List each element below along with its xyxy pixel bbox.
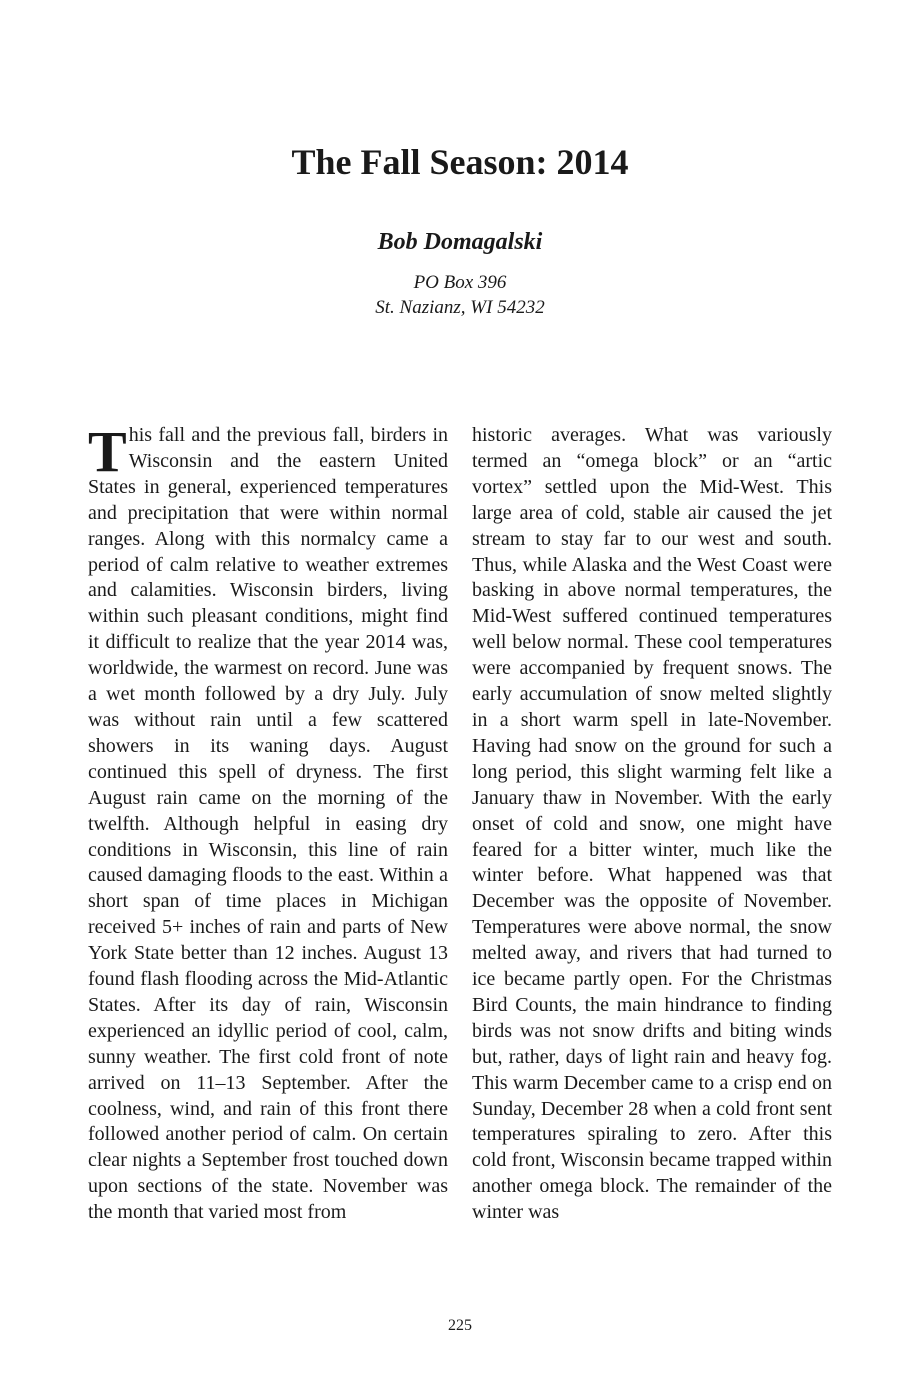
page-number: 225 — [448, 1317, 472, 1334]
drop-cap: T — [88, 419, 127, 484]
author-address-line2: St. Nazianz, WI 54232 — [375, 297, 545, 318]
author-address-line1: PO Box 396 — [413, 272, 507, 293]
body-column-right — [472, 423, 832, 1226]
body-text-right: historic averages. What was variously termed an “omega block” or an “artic vortex” settled upon the Mid-West. This large area of cold, stable air caused the jet stream to stay far to our west and south. Thus, while Alaska and the West Coast were basking in above normal temperatures, the Mid-West suffered continued temperatures well below normal. These cool temperatures were accompanied by frequent snows. The early accumulation of snow melted slightly in a short warm spell in late-November. Having had snow on the ground for such a long period, this slight warming felt like a January thaw in November. With the early onset of cold and snow, one might have feared for a bitter winter, much like the winter before. What happened was that December was the opposite of November. Temperatures were above normal, the snow melted away, and rivers that had turned to ice became partly open. For the Christmas Bird Counts, the main hindrance to finding birds was not snow drifts and biting winds but, rather, days of light rain and heavy fog. This warm December came to a crisp end on Sunday, December 28 when a cold front sent temperatures spiraling to zero. After this cold front, Wisconsin became trapped within another omega block. The remainder of the winter was — [472, 424, 832, 1224]
body-column-left — [88, 419, 448, 1226]
body-text-left: his fall and the previous fall, birders in Wisconsin and the eastern United States in general, experienced temperatures and precipitation that were within normal ranges. Along with this normalcy came a period of calm relative to weather extremes and calamities. Wisconsin birders, living within such pleasant conditions, might find it difficult to realize that the year 2014 was, worldwide, the warmest on record. June was a wet month followed by a dry July. July was without rain until a few scattered showers in its waning days. August continued this spell of dryness. The first August rain came on the morning of the twelfth. Although helpful in easing dry conditions in Wisconsin, this line of rain caused damaging floods to the east. Within a short span of time places in Michigan received 5+ inches of rain and parts of New York State better than 12 inches. August 13 found flash flooding across the Mid-Atlantic States. After its day of rain, Wisconsin experienced an idyllic period of cool, calm, sunny weather. The first cold front of note arrived on 11–13 September. After the coolness, wind, and rain of this front there followed another period of calm. On certain clear nights a September frost touched down upon sections of the state. November was the month that varied most from — [88, 424, 448, 1224]
article-title: The Fall Season: 2014 — [291, 142, 629, 182]
author-name: Bob Domagalski — [377, 229, 543, 255]
